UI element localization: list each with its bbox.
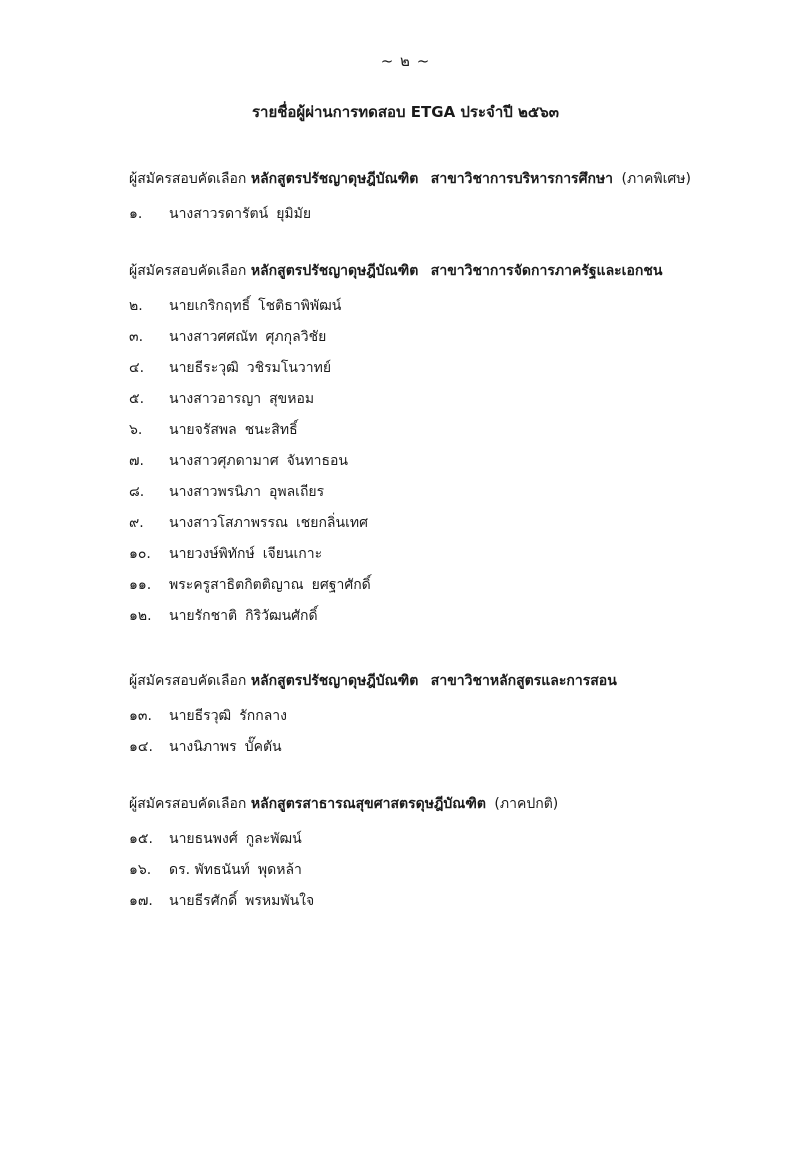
last-name: กูละพัฒน์ <box>245 831 302 847</box>
first-name: นายธีรศักดิ์ <box>169 893 238 909</box>
first-name: นายรักชาติ <box>169 608 238 624</box>
person-name <box>169 322 326 353</box>
last-name: ศุภกุลวิชัย <box>265 329 327 345</box>
first-name: นายเกริกฤทธิ์ <box>169 298 251 314</box>
heading-prefix: ผู้สมัครสอบคัดเลือก <box>129 263 247 279</box>
section-heading <box>129 670 789 692</box>
list-item <box>129 415 789 446</box>
section-educational-administration <box>129 168 789 230</box>
first-name: นางสาวพรนิภา <box>169 484 261 500</box>
heading-major: สาขาวิชาหลักสูตรและการสอน <box>430 673 617 689</box>
person-name <box>169 446 348 477</box>
last-name: เจียนเกาะ <box>262 546 323 562</box>
name-list <box>129 701 789 763</box>
heading-major: สาขาวิชาการบริหารการศึกษา <box>430 171 614 187</box>
person-name <box>169 886 314 917</box>
heading-program: หลักสูตรปรัชญาดุษฎีบัณฑิต <box>250 673 419 689</box>
list-item <box>129 508 789 539</box>
last-name: ชนะสิทธิ์ <box>244 422 298 438</box>
first-name: นางสาวโสภาพรรณ <box>169 515 288 531</box>
last-name: บั๊คตัน <box>244 739 282 755</box>
last-name: กิริวัฒนศักดิ์ <box>245 608 318 624</box>
person-name <box>169 508 368 539</box>
item-number: ๑๕. <box>129 831 153 847</box>
list-item <box>129 446 789 477</box>
first-name: ดร. พัทธนันท์ <box>169 862 250 878</box>
list-item <box>129 855 789 886</box>
name-list <box>129 291 789 632</box>
person-name <box>169 824 302 855</box>
heading-program: หลักสูตรสาธารณสุขศาสตรดุษฎีบัณฑิต <box>250 796 486 812</box>
item-number: ๑๖. <box>129 862 152 878</box>
last-name: พรหมพันใจ <box>245 893 315 909</box>
person-name <box>169 291 341 322</box>
person-name <box>169 477 324 508</box>
last-name: เชยกลิ่นเทศ <box>295 515 368 531</box>
item-number: ๙. <box>129 515 144 531</box>
item-number: ๕. <box>129 391 145 407</box>
last-name: รักกลาง <box>239 708 287 724</box>
heading-mode: (ภาคพิเศษ) <box>621 171 691 187</box>
section-curriculum-instruction <box>129 670 789 763</box>
list-item <box>129 322 789 353</box>
item-number: ๒. <box>129 298 143 314</box>
name-list <box>129 824 789 917</box>
item-number: ๑๗. <box>129 893 153 909</box>
first-name: พระครูสาธิตกิตติญาณ <box>169 577 304 593</box>
item-number: ๘. <box>129 484 145 500</box>
person-name <box>169 701 287 732</box>
list-item <box>129 384 789 415</box>
first-name: นายธนพงศ์ <box>169 831 238 847</box>
item-number: ๑๒. <box>129 608 152 624</box>
person-name <box>169 539 322 570</box>
first-name: นางสาวอารญา <box>169 391 262 407</box>
document-title: รายชื่อผู้ผ่านการทดสอบ ETGA ประจำปี ๒๕๖๓ <box>251 103 560 121</box>
last-name: จันทาธอน <box>286 453 348 469</box>
person-name <box>169 570 371 601</box>
first-name: นางสาวรดารัตน์ <box>169 206 269 222</box>
section-public-health <box>129 793 789 917</box>
person-name <box>169 601 318 632</box>
heading-mode: (ภาคปกติ) <box>494 796 559 812</box>
first-name: นางสาวศศณัท <box>169 329 258 345</box>
last-name: อุพลเถียร <box>268 484 325 500</box>
list-item <box>129 477 789 508</box>
last-name: สุขหอม <box>269 391 315 407</box>
last-name: พุดหล้า <box>257 862 302 878</box>
list-item <box>129 539 789 570</box>
item-number: ๖. <box>129 422 143 438</box>
first-name: นางนิภาพร <box>169 739 237 755</box>
section-heading <box>129 168 789 190</box>
list-item <box>129 886 789 917</box>
list-item <box>129 570 789 601</box>
first-name: นายธีระวุฒิ <box>169 360 239 376</box>
list-item <box>129 732 789 763</box>
last-name: ยศฐาศักดิ์ <box>311 577 371 593</box>
last-name: ยุมิมัย <box>276 206 312 222</box>
section-public-private-management <box>129 260 789 632</box>
item-number: ๑. <box>129 206 143 222</box>
heading-prefix: ผู้สมัครสอบคัดเลือก <box>129 171 247 187</box>
heading-program: หลักสูตรปรัชญาดุษฎีบัณฑิต <box>250 263 419 279</box>
person-name <box>169 415 298 446</box>
item-number: ๑๑. <box>129 577 152 593</box>
item-number: ๔. <box>129 360 145 376</box>
person-name <box>169 384 314 415</box>
person-name <box>169 199 311 230</box>
list-item <box>129 353 789 384</box>
first-name: นายธีรวุฒิ <box>169 708 232 724</box>
person-name <box>169 353 331 384</box>
heading-prefix: ผู้สมัครสอบคัดเลือก <box>129 796 247 812</box>
first-name: นายจรัสพล <box>169 422 237 438</box>
page-number: ~ ๒ ~ <box>380 52 431 70</box>
first-name: นายวงษ์พิทักษ์ <box>169 546 255 562</box>
name-list <box>129 199 789 230</box>
list-item <box>129 199 789 230</box>
last-name: โชติธาพิพัฒน์ <box>258 298 342 314</box>
list-item <box>129 291 789 322</box>
person-name <box>169 855 302 886</box>
heading-prefix: ผู้สมัครสอบคัดเลือก <box>129 673 247 689</box>
item-number: ๑๓. <box>129 708 152 724</box>
item-number: ๗. <box>129 453 144 469</box>
item-number: ๑๐. <box>129 546 151 562</box>
item-number: ๓. <box>129 329 144 345</box>
item-number: ๑๔. <box>129 739 153 755</box>
heading-program: หลักสูตรปรัชญาดุษฎีบัณฑิต <box>250 171 419 187</box>
list-item <box>129 824 789 855</box>
heading-major: สาขาวิชาการจัดการภาครัฐและเอกชน <box>430 263 663 279</box>
list-item <box>129 701 789 732</box>
section-heading <box>129 260 789 282</box>
last-name: วชิรมโนวาทย์ <box>246 360 332 376</box>
person-name <box>169 732 282 763</box>
list-item <box>129 601 789 632</box>
first-name: นางสาวศุภดามาศ <box>169 453 279 469</box>
section-heading <box>129 793 789 815</box>
